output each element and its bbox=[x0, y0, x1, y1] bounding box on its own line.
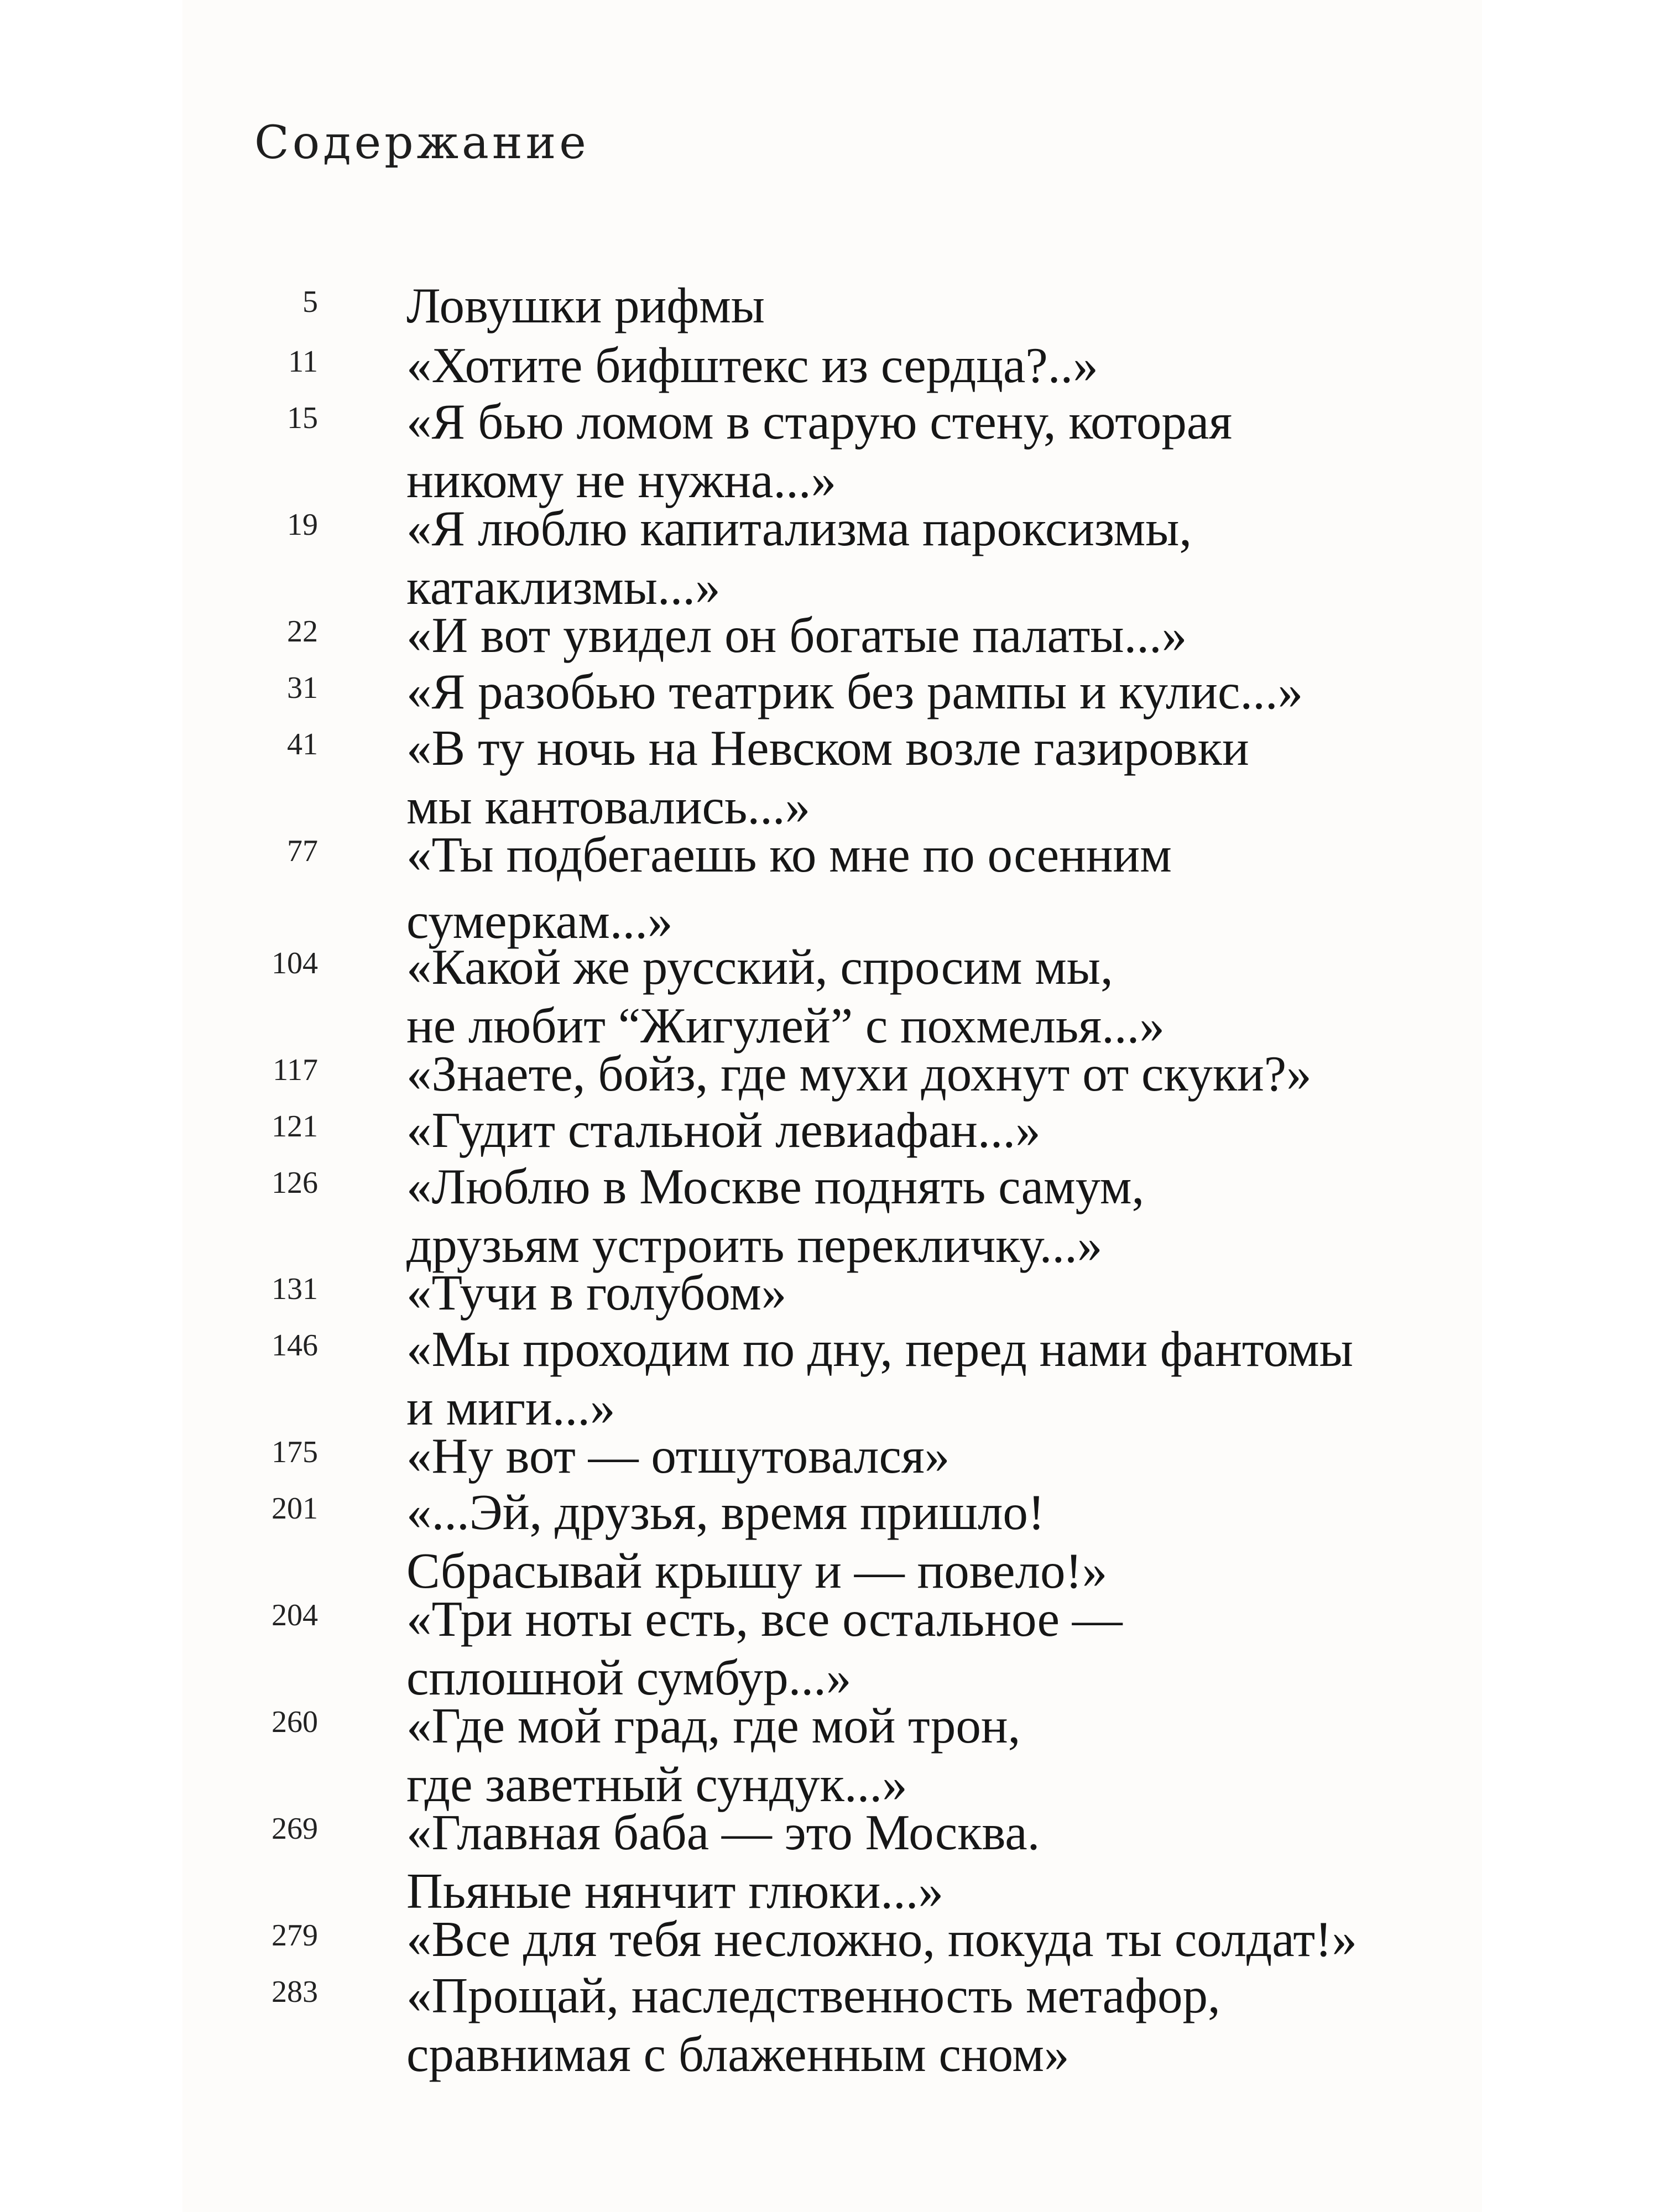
toc-title-line: «Гудит стальной левиафан...» bbox=[406, 1102, 1041, 1158]
toc-page-number: 77 bbox=[287, 834, 318, 868]
toc-title-line: «В ту ночь на Невском возле газировки bbox=[406, 720, 1249, 776]
toc-title-line: Сбрасывай крышу и — повело!» bbox=[406, 1543, 1108, 1599]
toc-title-line: катаклизмы...» bbox=[406, 559, 721, 615]
toc-title-line: «Мы проходим по дну, перед нами фантомы bbox=[406, 1321, 1353, 1377]
toc-title-line: «Ну вот — отшутовался» bbox=[406, 1428, 950, 1484]
toc-entry-title bbox=[406, 1966, 1512, 2084]
toc-title-line: «Прощай, наследственность метафор, bbox=[406, 1968, 1220, 2023]
toc-title-line: «Главная баба — это Москва. bbox=[406, 1804, 1040, 1860]
toc-page-number: 146 bbox=[272, 1328, 318, 1363]
toc-entry-title bbox=[406, 1590, 1512, 1707]
toc-entry-title bbox=[406, 499, 1512, 617]
toc-title-line: «Хотите бифштекс из сердца?..» bbox=[406, 337, 1098, 393]
toc-page-number: 279 bbox=[272, 1918, 318, 1953]
toc-entry-title bbox=[406, 1803, 1512, 1921]
toc-entry-title bbox=[406, 336, 1512, 395]
toc-page-number: 117 bbox=[273, 1053, 318, 1087]
toc-title-line: сплошной сумбур...» bbox=[406, 1650, 852, 1705]
toc-entry-title bbox=[406, 276, 1512, 335]
toc-page-number: 201 bbox=[272, 1491, 318, 1526]
toc-page-number: 15 bbox=[287, 401, 318, 435]
toc-title-line: «Люблю в Москве поднять самум, bbox=[406, 1159, 1145, 1214]
toc-entry-title bbox=[406, 826, 1512, 951]
toc-title-line: никому не нужна...» bbox=[406, 452, 837, 508]
toc-entry-title bbox=[406, 1157, 1512, 1275]
toc-page-number: 260 bbox=[272, 1705, 318, 1739]
toc-title-line: сумеркам...» bbox=[406, 893, 673, 949]
toc-title-line: «И вот увидел он богатые палаты...» bbox=[406, 607, 1187, 663]
toc-title-line: Пьяные нянчит глюки...» bbox=[406, 1863, 944, 1919]
toc-page-number: 5 bbox=[302, 285, 318, 319]
toc-title-line: «Какой же русский, спросим мы, bbox=[406, 939, 1113, 995]
toc-entry-title bbox=[406, 1483, 1512, 1600]
toc-title-line: мы кантовались...» bbox=[406, 779, 811, 834]
toc-page-number: 204 bbox=[272, 1598, 318, 1632]
toc-page-number: 11 bbox=[288, 345, 318, 379]
toc-entry-title bbox=[406, 662, 1512, 721]
toc-title-line: «Я бью ломом в старую стену, которая bbox=[406, 394, 1233, 450]
toc-entry-title bbox=[406, 1045, 1512, 1103]
toc-page-number: 31 bbox=[287, 671, 318, 705]
toc-title-line: не любит “Жигулей” с похмелья...» bbox=[406, 998, 1165, 1053]
toc-page-number: 283 bbox=[272, 1975, 318, 2009]
toc-entry-title bbox=[406, 1320, 1512, 1437]
toc-entry-title bbox=[406, 1264, 1512, 1322]
toc-entry-title bbox=[406, 1427, 1512, 1485]
toc-title-line: и миги...» bbox=[406, 1380, 615, 1436]
toc-page-number: 22 bbox=[287, 614, 318, 649]
toc-title-line: «Я разобью театрик без рампы и кулис...» bbox=[406, 664, 1303, 719]
toc-title-line: «Ты подбегаешь ко мне по осенним bbox=[406, 827, 1172, 883]
toc-page-number: 126 bbox=[272, 1166, 318, 1200]
toc-title-line: «...Эй, друзья, время пришло! bbox=[406, 1484, 1045, 1540]
page-title: Содержание bbox=[254, 117, 589, 169]
toc-page-number: 175 bbox=[272, 1435, 318, 1469]
toc-entry-title bbox=[406, 1697, 1512, 1814]
toc-entry-title bbox=[406, 938, 1512, 1055]
toc-page-number: 19 bbox=[287, 508, 318, 542]
toc-entry-title bbox=[406, 606, 1512, 665]
toc-title-line: где заветный сундук...» bbox=[406, 1756, 907, 1812]
toc-title-line: «Все для тебя несложно, покуда ты солдат!» bbox=[406, 1911, 1357, 1967]
toc-entry-title bbox=[406, 393, 1512, 510]
toc-entry-title bbox=[406, 1910, 1512, 1969]
toc-title-line: «Три ноты есть, все остальное — bbox=[406, 1591, 1123, 1647]
toc-entry-title bbox=[406, 719, 1512, 836]
toc-page-number: 104 bbox=[272, 946, 318, 980]
toc-page-number: 41 bbox=[287, 727, 318, 761]
toc-title-line: «Где мой град, где мой трон, bbox=[406, 1698, 1021, 1754]
toc-title-line: друзьям устроить перекличку...» bbox=[406, 1217, 1103, 1273]
toc-page-number: 121 bbox=[272, 1109, 318, 1144]
toc-title-line: Ловушки рифмы bbox=[406, 278, 765, 333]
toc-title-line: сравнимая с блаженным сном» bbox=[406, 2026, 1070, 2082]
toc-page-number: 269 bbox=[272, 1812, 318, 1846]
toc-title-line: «Тучи в голубом» bbox=[406, 1265, 787, 1321]
toc-title-line: «Знаете, бойз, где мухи дохнут от скуки?» bbox=[406, 1046, 1312, 1102]
toc-entry-title bbox=[406, 1101, 1512, 1160]
toc-title-line: «Я люблю капитализма пароксизмы, bbox=[406, 500, 1192, 556]
toc-page-number: 131 bbox=[272, 1272, 318, 1306]
